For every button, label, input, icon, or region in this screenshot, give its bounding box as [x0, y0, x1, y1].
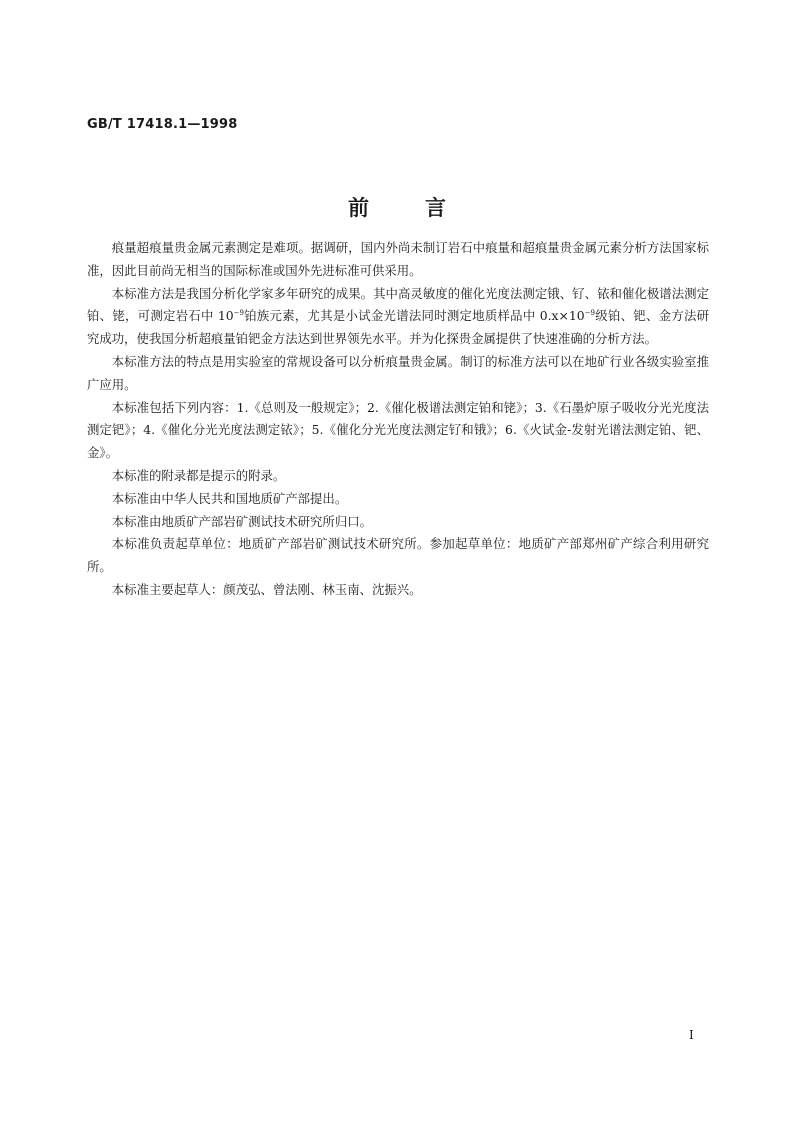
paragraph-2: [87, 283, 709, 351]
standard-code: GB/T 17418.1—1998: [87, 117, 238, 132]
paragraph-8: 本标准负责起草单位：地质矿产部岩矿测试技术研究所。参加起草单位：地质矿产部郑州矿产综合利用研究所。: [87, 536, 709, 575]
paragraph-6: 本标准由中华人民共和国地质矿产部提出。: [111, 490, 348, 506]
preface-body: [87, 237, 709, 602]
paragraph-2-part-b: 铂族元素，尤其是小试金光谱法同时测定地质样品中 0.x×10: [243, 308, 585, 324]
title-char-1: 前: [348, 196, 369, 220]
page-number: I: [689, 1028, 694, 1042]
superscript-exponent: −9: [584, 309, 596, 318]
paragraph-2-part-c: 级铂、钯、金方法研究成功，使我国分析超痕量铂钯金方法达到世界领先水平。并为化探贵金属提供了快速准确的分析方法。: [87, 308, 709, 347]
paragraph-1: 痕量超痕量贵金属元素测定是难项。据调研，国内外尚未制订岩石中痕量和超痕量贵金属元素分析方法国家标准，因此目前尚无相当的国际标准或国外先进标准可供采用。: [87, 240, 709, 278]
paragraph-3: 本标准方法的特点是用实验室的常规设备可以分析痕量贵金属。制订的标准方法可以在地矿行业各级实验室推广应用。: [87, 353, 709, 392]
superscript-exponent: −9: [233, 309, 244, 318]
paragraph-2-part-a: 本标准方法是我国分析化学家多年研究的成果。其中高灵敏度的催化光度法测定锇、钌、铱和催化极谱法测定铂、铑，可测定岩石中 10: [87, 285, 709, 324]
paragraph-7: 本标准由地质矿产部岩矿测试技术研究所归口。: [111, 513, 372, 529]
paragraph-4: 本标准包括下列内容：1.《总则及一般规定》；2.《催化极谱法测定铂和铑》；3.《石墨炉原子吸收分光光度法测定钯》；4.《催化分光光度法测定铱》；5.《催化分光光度法测定钌和锇》；6.《火试金-发射光谱法测定铂、钯、金》。: [87, 399, 709, 461]
paragraph-9: 本标准主要起草人：颜茂弘、曾法刚、林玉南、沈振兴。: [111, 581, 422, 597]
paragraph-5: 本标准的附录都是提示的附录。: [111, 467, 286, 483]
page-title: [0, 196, 794, 220]
title-char-2: 言: [425, 196, 446, 220]
